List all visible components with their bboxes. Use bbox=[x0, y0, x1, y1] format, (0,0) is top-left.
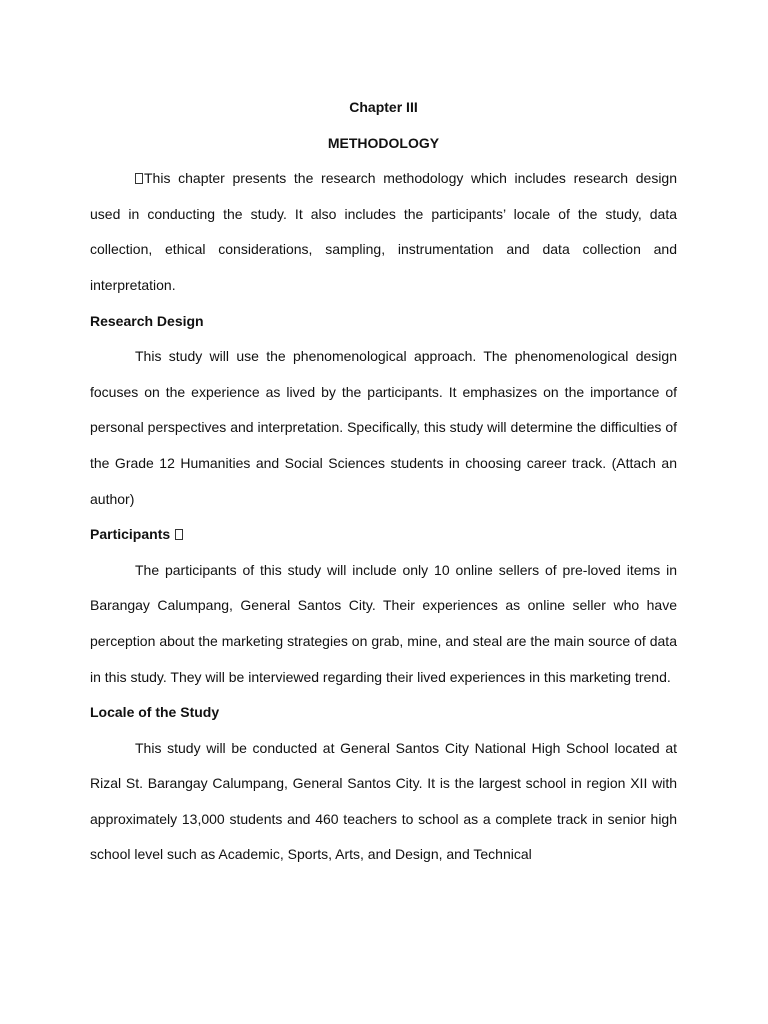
section-paragraph-research-design: This study will use the phenomenological approach. The phenomenological design focuses on the experience as lived by the participants. It emphasizes on the importance of personal perspectives and interpretation. Specifically, this study will determine the difficulties of the Grade 12 Humanities and Social Sciences students in choosing career track. (Attach an author) bbox=[90, 348, 677, 507]
section-paragraph-locale: This study will be conducted at General Santos City National High School located at Rizal St. Barangay Calumpang, General Santos City. It is the largest school in region XII with approximately 13,000 students and 460 teachers to school as a complete track in senior high school level such as Academic, Sports, Arts, and Design, and Technical bbox=[90, 739, 677, 863]
page-content bbox=[90, 90, 677, 873]
chapter-title: METHODOLOGY bbox=[327, 134, 440, 151]
section-heading-locale: Locale of the Study bbox=[90, 704, 220, 721]
section-heading-research-design: Research Design bbox=[90, 312, 204, 329]
chapter-label: Chapter III bbox=[349, 99, 418, 115]
missing-glyph-icon bbox=[135, 173, 143, 184]
section-heading-participants-row bbox=[90, 517, 677, 553]
missing-glyph-icon bbox=[175, 529, 183, 540]
intro-paragraph-text: This chapter presents the research methodology which includes research design used in conducting the study. It also includes the participants’ locale of the study, data collection, ethical considerations, sampling, instrumentation and data collection and interpretation. bbox=[90, 170, 677, 293]
intro-paragraph bbox=[90, 161, 677, 303]
section-heading-participants: Participants bbox=[90, 526, 171, 543]
section-paragraph-participants: The participants of this study will include only 10 online sellers of pre-loved items in Barangay Calumpang, General Santos City. Their experiences as online seller who have perception about the marketing strategies on grab, mine, and steal are the main source of data in this study. They will be interviewed regarding their lived experiences in this marketing trend. bbox=[90, 561, 677, 685]
